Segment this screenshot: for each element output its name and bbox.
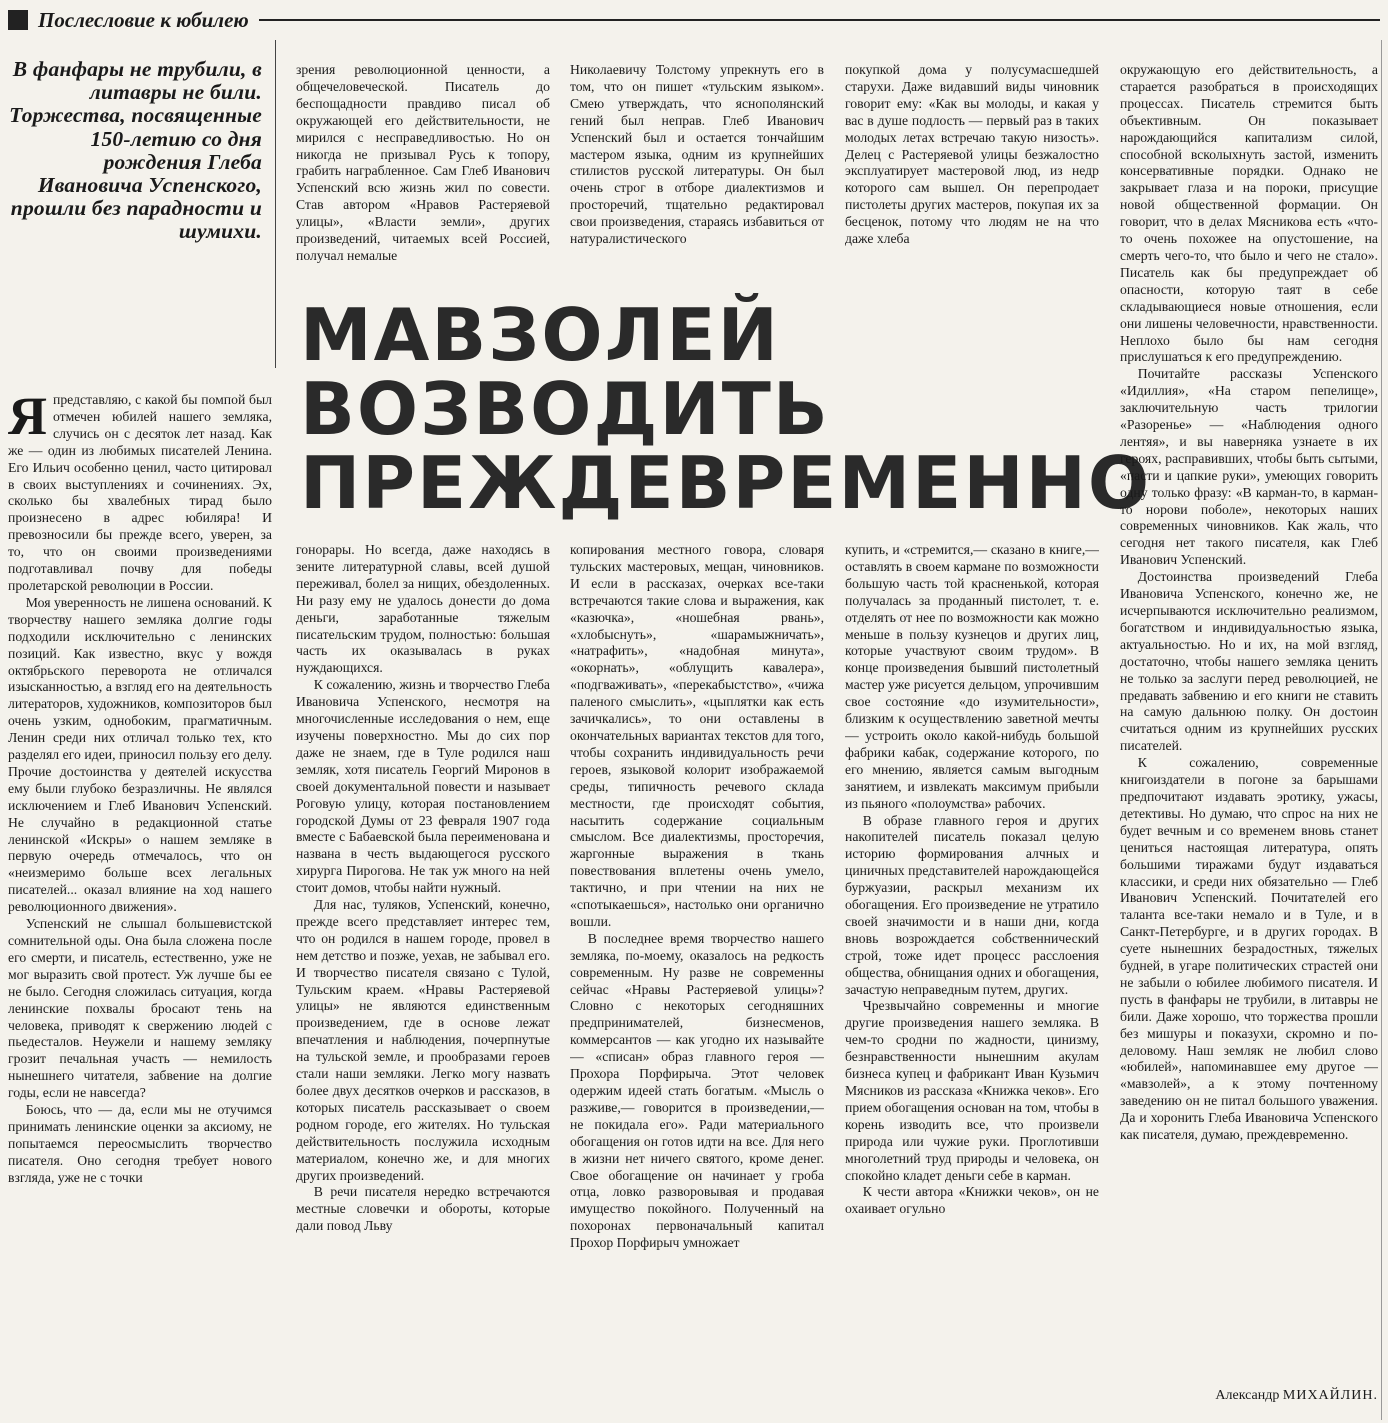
paragraph: К сожалению, современные книгоиздатели в погоне за барышами предпочитают издавать эротику, ужасы, детективы. Но думаю, что спрос на них не будет вечным и со временем вновь станет цениться настоящая литература, опять большими тиражами будут издаваться классики, и среди них обязательно — Глеб Иванович Успенский. Почитателей его таланта все-таки немало и в Туле, и в Санкт-Петербурге, и в других городах. В суете нынешних безрадостных, тяжелых будней, в угаре политических страстей они не забыли о юбилее любимого писателя. И пусть в фанфары не трубили, в литавры не били. Даже хорошо, что торжества прошли без мишуры и показухи, скромно и по-деловому. Наш земляк не любил слово «юбилей», напоминавшее ему другое — «мавзолей», а к этому почтенному заведению он не питал большого уважения. Да и хоронить Глеба Ивановича Успенского как писателя, думаю, преждевременно. — [1120, 755, 1378, 1143]
paragraph: купить, и «стремится,— сказано в книге,— оставлять в своем кармане по возможности большую часть той красненькой, которая получалась за проданный пистолет, т. е. отделять от нее по возможности как можно меньше в пользу кузнецов и других лиц, которые участвуют своим трудом». В конце произведения бывший пистолетный мастер уже рисуется дельцом, упрочившим свое состояние «до изумительности», близким к осуществлению заветной мечты — устроить около какой-нибудь большой фабрики кабак, содержание которого, по его мнению, является самым выгодным занятием, и извлекать максимум прибыли из пьяного «полоумства» рабочих. — [845, 542, 1099, 811]
lead-paragraph: В фанфары не трубили, в литавры не били. Торжества, посвященные 150-летию со дня рождения Глеба Ивановича Успенского, прошли без парадности и шумихи. — [9, 57, 262, 244]
rubric-rule — [259, 19, 1380, 21]
column-1 — [8, 392, 272, 1422]
right-edge-rule — [1381, 40, 1382, 1420]
rubric-header — [8, 6, 1380, 34]
paragraph: Успенский не слышал большевистской сомнительной оды. Она была сложена после его смерти, и писатель, естественно, уже не мог выразить свой протест. Уж лучше бы ее не было. Сегодня сложилась ситуация, когда ленинские похвалы бросают тень на человека, приводят к свержению людей с пьедесталов. Неужели и нашему земляку грозит печальная участь — немилость нынешнего читателя, забвение на долгие годы, если не навсегда? — [8, 916, 272, 1101]
paragraph: В последнее время творчество нашего земляка, по-моему, оказалось на редкость современным. Ну разве не современны сейчас «Нравы Растеряевой улицы»? Словно с некоторых сегодняшних предпринимателей, бизнесменов, коммерсантов — как угодно их называйте — «списан» образ главного героя — Прохора Порфирыча. Этот человек одержим идеей стать богатым. «Мысль о разживе,— говорится в произведении,— не покидала его». Ради материального обогащения он готов идти на все. Для него в жизни нет ничего святого, кроме денег. Свое обогащение он начинает у гроба отца, ловко разворовывая и продавая имущество покойного. Полученный на похоронах первоначальный капитал Прохор Порфирыч умножает — [570, 930, 824, 1251]
column-2 — [296, 542, 550, 1420]
paragraph: Боюсь, что — да, если мы не отучимся принимать ленинские оценки за аксиому, не попытаемся переосмыслить творчество писателя. Оно сегодня требует нового взгляда, уже не с точки — [8, 1102, 272, 1185]
dropcap: Я — [8, 392, 47, 446]
paragraph: гонорары. Но всегда, даже находясь в зените литературной славы, всей душой переживал, болел за нищих, обездоленных. Ни разу ему не удалось донести до дома деньги, заработанные тяжелым писательским трудом, полностью: большая часть их оказывалась в руках нуждающихся. — [296, 542, 550, 676]
paragraph: копирования местного говора, словаря тульских мастеровых, мещан, чиновников. И если в рассказах, очерках все-таки встречаются такие слова и выражения, как «казючка», «ношебная рвань», «хлобыснуть», «шарамыжничать», «натрафить», «надобная минута», «окорнать», «облущить кавалера», «подгваживать», «перекабыстство», «чижа паленого смыслить», «цыплятки как есть зачичкались», то они оставлены в окончательных вариантах текстов для того, чтобы сохранить индивидуальность речи героев, языковой колорит изображаемой среды, типичность речевого склада местности, где происходят события, насытить содержание социальным смыслом. Все диалектизмы, просторечия, жаргонные выражения в ткань повествования вплетены очень умело, тактично, и при чтении на них не «спотыкаешься», настолько они органично вошли. — [570, 542, 824, 929]
column-5 — [1120, 62, 1378, 1384]
column-4 — [845, 542, 1099, 1420]
paragraph: Достоинства произведений Глеба Ивановича Успенского, конечно же, не исчерпываются исключительно реализмом, богатством и индивидуальностью языка, актуальностью. Но и их, на мой взгляд, достаточно, чтобы нашего земляка ценить не только за заслуги перед революцией, не предавать забвению и его книги не ставить на самую дальнюю полку. Он достоин считаться одним из крупнейших русских писателей. — [1120, 569, 1378, 754]
column-3 — [570, 542, 824, 1420]
column-4-top — [845, 62, 1099, 284]
paragraph: Для нас, туляков, Успенский, конечно, прежде всего представляет интерес тем, что он родился в нашем городе, провел в нем детство и позже, уехав, не забывал его. И творчество писателя связано с Тулой, Тульским краем. «Нравы Растеряевой улицы» не являются единственным произведением, где в основе лежат впечатления и наблюдения, почерпнутые на тульской земле, и прообразами героев стали наши земляки. Легко могу назвать более двух десятков очерков и рассказов, в которых писатель рассказывает о своем родном городе, его жителях. Но тульская действительность послужила исходным материалом, конечно же, и для многих других произведений. — [296, 897, 550, 1183]
headline — [300, 293, 1152, 525]
column-3-top — [570, 62, 824, 284]
paragraph: К чести автора «Книжки чеков», он не охаивает огульно — [845, 1184, 1099, 1217]
paragraph: Почитайте рассказы Успенского «Идиллия», «На старом пепелище», заключительную часть трилогии «Разоренье» — «Наблюдения одного лентяя», и вы наверняка узнаете в их героях, расправивших, чтобы быть сытыми, «пасти и цапкие руки», умеющих говорить одну только фразу: «В карман-то, в карман-то норови поболе», некоторых наших современных чиновников. Как жаль, что сегодня нет такого писателя, как Глеб Иванович Успенский. — [1120, 366, 1378, 568]
author-signature — [1215, 1388, 1378, 1404]
rubric-square-icon — [8, 10, 28, 30]
paragraph: Чрезвычайно современны и многие другие произведения нашего земляка. В чем-то сродни по жадности, цинизму, безнравственности нынешним акулам бизнеса купец и фабрикант Иван Кузьмич Мясников из рассказа «Книжка чеков». Его прием обогащения основан на том, чтобы в корень изводить все, что произвели природа или чужие руки. Проглотивши многолетний труд природы и человека, он спокойно кладет деньги себе в карман. — [845, 998, 1099, 1183]
headline-line-1: МАВЗОЛЕЙ — [300, 293, 780, 377]
lead-divider — [275, 40, 276, 368]
author-first-name: Александр — [1215, 1388, 1280, 1403]
author-last-name: МИХАЙЛИН. — [1282, 1388, 1378, 1403]
paragraph: зрения революционной ценности, а общечеловеческой. Писатель до беспощадности правдиво писал об окружающей его действительности, не мирился с несправедливостью. Но он никогда не призывал Русь к топору, грабить награбленное. Сам Глеб Иванович Успенский всю жизнь жил по совести. Став автором «Нравов Растеряевой улицы», «Власти земли», других произведений, читаемых всей Россией, получал немалые — [296, 62, 550, 263]
paragraph: В образе главного героя и других накопителей писатель показал целую историю формирования алчных и циничных представителей нарождающейся буржуазии, раскрыл механизм их обогащения. Его произведение не утратило своей значимости и в наши дни, когда вновь возрождается собственнический строй, тоже идет процесс расслоения общества, обнищания одних и обогащения, зачастую неправедным путем, других. — [845, 812, 1099, 997]
paragraph: Николаевичу Толстому упрекнуть его в том, что он пишет «тульским языком». Смею утверждать, что яснополянский гений был неправ. Глеб Иванович Успенский был и остается тончайшим мастером языка, одним из крупнейших стилистов русской литературы. Он был очень строг в отборе диалектизмов и просторечий, тщательно редактировал свои произведения, стараясь избавиться от натуралистического — [570, 62, 824, 247]
paragraph: окружающую его действительность, а старается разобраться в происходящих процессах. Писатель стремится быть объективным. Он показывает нарождающийся капитализм силой, способной всколыхнуть застой, изменить консервативные порядки. Однако не закрывает глаза и на пороки, присущие новой общественной формации. Он говорит, что в делах Мясникова есть «что-то очень похожее на опустошение, на смерть чего-то, что было и чего не стало». Писатель как бы предупреждает об опасности, которую таят в себе складывающиеся новые отношения, если они лишены человечности, нравственности. Неплохо было бы нам сегодня прислушаться к его предупреждению. — [1120, 62, 1378, 365]
paragraph: В речи писателя нередко встречаются местные словечки и обороты, которые дали повод Льву — [296, 1184, 550, 1234]
headline-line-3: ПРЕЖДЕВРЕМЕННО — [300, 441, 1152, 525]
paragraph: покупкой дома у полусумасшедшей старухи. Даже видавший виды чиновник говорит ему: «Как вы молоды, и какая у вас в душе подлость — первый раз в таких молодых летах встречаю такую низость». Делец с Растеряевой улицы безжалостно эксплуатирует мастеровой люд, из недр которого сам вышел. Он перепродает пистолеты других мастеров, покупая их за бесценок, потому что людям не на что даже хлеба — [845, 62, 1099, 247]
column-2-top — [296, 62, 550, 284]
paragraph: К сожалению, жизнь и творчество Глеба Ивановича Успенского, несмотря на многочисленные исследования о нем, еще изучены поверхностно. Мы до сих пор даже не знаем, где в Туле родился наш земляк, хотя писатель Георгий Миронов в своей документальной повести и называет Роговую улицу, которая постановлением городской Думы от 23 февраля 1907 года вместе с Бабаевской была переименована и названа в честь выдающегося русского хирурга Пирогова. Не так уж много на ней стоит домов, чтобы найти нужный. — [296, 677, 550, 896]
rubric-title: Послесловие к юбилею — [38, 7, 249, 32]
headline-line-2: ВОЗВОДИТЬ — [300, 367, 830, 451]
paragraph: Япредставляю, с какой бы помпой был отмечен юбилей нашего земляка, случись он с десяток лет назад. Как же — один из любимых писателей Ленина. Его Ильич особенно ценил, часто цитировал в своих выступлениях и сочинениях. Эх, сколько бы хвалебных тирад было произнесено в адрес юбиляра! И превозносили бы прежде всего, уверен, за то, что он своими произведениями подготавливал почву для победы пролетарской революции в России. — [8, 392, 272, 593]
paragraph: Моя уверенность не лишена оснований. К творчеству нашего земляка долгие годы подходили исключительно с ленинских позиций. Как известно, вкус у вождя октябрьского переворота не отличался изысканностью, а взгляд его на деятельность литераторов, художников, композиторов был очень узким, однобоким, прагматичным. Ленин среди них отличал только тех, кто разделял его идеи, приносил пользу его делу. Прочие достоинства у деятелей искусства ему были глубоко безразличны. Не являлся исключением и Глеб Иванович Успенский. Не случайно в редакционной статье ленинской «Искры» о нашем земляке в первую очередь отмечалось, что он «неизмеримо больше всех легальных писателей... оказал влияние на ход нашего революционного движения». — [8, 594, 272, 915]
